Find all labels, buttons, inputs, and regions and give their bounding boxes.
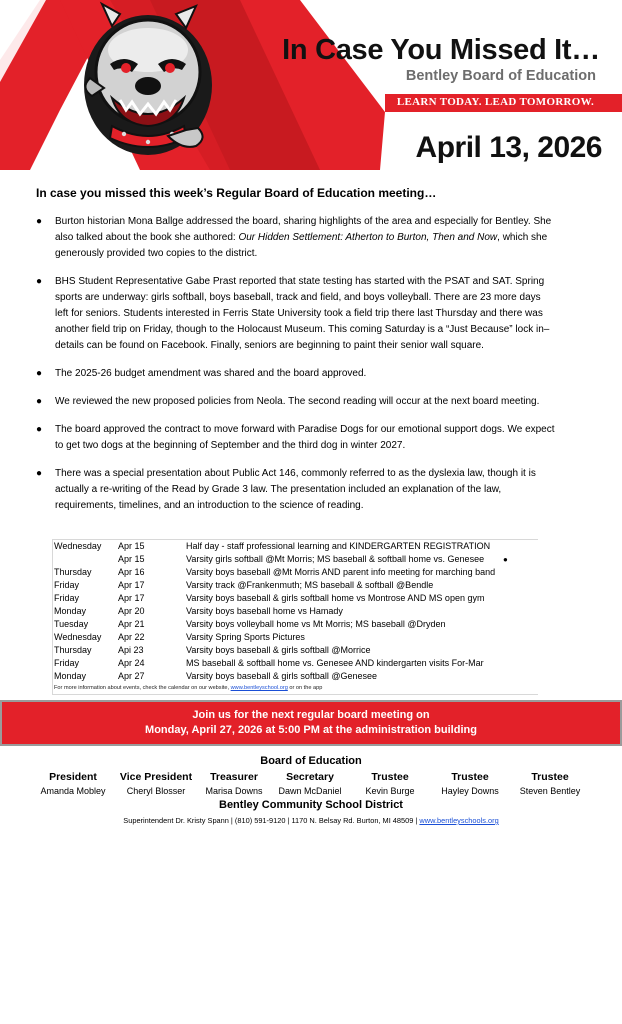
- event-day: Friday: [54, 593, 80, 603]
- event-date: Apr 22: [118, 632, 145, 642]
- event-row: [52, 605, 536, 618]
- event-day: Wednesday: [54, 541, 102, 551]
- event-day: Friday: [54, 580, 80, 590]
- highlight-text: , which she generously provided two copies to the district.: [55, 232, 548, 259]
- event-date: Apr 15: [118, 541, 145, 551]
- bullet-icon: ●: [503, 555, 508, 564]
- board-title: Board of Education: [260, 755, 362, 767]
- events-table: [52, 540, 536, 683]
- event-date: Apr 15: [118, 554, 145, 564]
- event-day: Wednesday: [54, 632, 102, 642]
- highlight-text: There was a special presentation about Public Act 146, commonly referred to as the dyslexia law, though it is actually a re-writing of the Read by Grade 3 law. The presentation included an explanation of the law, requirements, timelines, and an introduction to the science of reading.: [55, 468, 536, 511]
- next-meeting-banner: [0, 700, 622, 746]
- board-member: [265, 770, 355, 798]
- website-link[interactable]: www.bentleyschool.org: [230, 685, 288, 691]
- masthead-title: In Case You Missed It…: [282, 34, 600, 66]
- events-note-text: or on the app: [287, 685, 323, 691]
- event-description: Varsity boys baseball & girls softball home vs Montrose AND MS open gym: [186, 593, 485, 603]
- event-description: MS baseball & softball home vs. Genesee AND kindergarten visits For-Mar: [186, 658, 484, 668]
- event-day: Thursday: [54, 567, 92, 577]
- bullet-icon: ●: [36, 424, 43, 435]
- slogan: LEARN TODAY. LEAD TOMORROW.: [396, 96, 594, 108]
- member-role: President: [49, 771, 97, 783]
- event-date: Api 23: [118, 645, 144, 655]
- event-date: Apr 24: [118, 658, 145, 668]
- events-note: [54, 685, 322, 691]
- contact-text: Superintendent Dr. Kristy Spann | (810) 591-9120 | 1170 N. Belsay Rd. Burton, MI 48509 |: [123, 816, 420, 825]
- member-name: Steven Bentley: [519, 786, 581, 796]
- event-date: Apr 27: [118, 671, 145, 681]
- board-member: [425, 770, 515, 798]
- event-day: Monday: [54, 671, 87, 681]
- event-day: [52, 553, 116, 566]
- event-row: [52, 657, 536, 670]
- event-row: [52, 618, 536, 631]
- highlight-item: [36, 466, 556, 514]
- event-day: Tuesday: [54, 619, 89, 629]
- event-description: Varsity boys volleyball home vs Mt Morris; MS baseball @Dryden: [186, 619, 446, 629]
- contact-line: [0, 816, 622, 825]
- event-date: Apr 21: [118, 619, 145, 629]
- member-role: Trustee: [451, 771, 489, 783]
- highlight-text: Burton historian Mona Ballge addressed the board, sharing highlights of the area and especially for Bentley. She also talked about the book she authored:: [55, 216, 552, 243]
- bullet-icon: ●: [36, 468, 43, 479]
- member-name: Marisa Downs: [205, 786, 263, 796]
- member-role: Trustee: [531, 771, 569, 783]
- member-name: Hayley Downs: [441, 786, 499, 796]
- member-name: Amanda Mobley: [40, 786, 106, 796]
- member-name: Dawn McDaniel: [278, 786, 342, 796]
- event-description: Half day - staff professional learning and KINDERGARTEN REGISTRATION: [186, 541, 491, 551]
- event-date: Apr 16: [118, 567, 145, 577]
- district-website-link[interactable]: www.bentleyschools.org: [419, 816, 499, 825]
- member-role: Vice President: [119, 771, 193, 783]
- member-role: Trustee: [371, 771, 409, 783]
- event-description: Varsity boys baseball home vs Hamady: [186, 606, 343, 616]
- bullet-icon: ●: [36, 396, 43, 407]
- highlight-item: [36, 274, 556, 354]
- event-row: [52, 631, 536, 644]
- issue-date: April 13, 2026: [415, 131, 602, 164]
- highlight-text: The 2025-26 budget amendment was shared and the board approved.: [55, 368, 367, 379]
- event-day: Thursday: [54, 645, 92, 655]
- event-row: [52, 579, 536, 592]
- bullet-icon: ●: [36, 368, 43, 379]
- highlight-item: [36, 366, 556, 382]
- highlight-item: [36, 422, 556, 454]
- highlight-item: [36, 214, 556, 262]
- event-row: [52, 566, 536, 579]
- event-row: [52, 540, 536, 553]
- district-name: Bentley Community School District: [219, 799, 403, 811]
- board-member: [111, 770, 201, 798]
- event-day: Friday: [54, 658, 80, 668]
- highlight-text: The board approved the contract to move forward with Paradise Dogs for our emotional support dogs. We expect to get two dogs at the beginning of September and the third dog in winter 2027.: [55, 424, 555, 451]
- event-description: Varsity boys baseball @Mt Morris AND parent info meeting for marching band: [186, 567, 496, 577]
- masthead: [0, 0, 622, 175]
- highlight-text: We reviewed the new proposed policies from Neola. The second reading will occur at the next board meeting.: [55, 396, 540, 407]
- event-description: Varsity girls softball @Mt Morris; MS baseball & softball home vs. Genesee: [186, 554, 485, 564]
- book-title: Our Hidden Settlement: Atherton to Burton, Then and Now: [238, 232, 498, 243]
- event-date: Apr 17: [118, 593, 145, 603]
- meeting-highlights: [36, 214, 556, 526]
- event-row: [52, 644, 536, 657]
- member-role: Treasurer: [210, 771, 258, 783]
- board-member: [345, 770, 435, 798]
- event-description: Varsity Spring Sports Pictures: [186, 632, 305, 642]
- board-member: [28, 770, 118, 798]
- event-row: [52, 592, 536, 605]
- event-description: Varsity track @Frankenmuth; MS baseball & softball @Bendle: [186, 580, 434, 590]
- bullet-icon: ●: [36, 216, 43, 227]
- intro-heading: In case you missed this week’s Regular Board of Education meeting…: [36, 186, 437, 200]
- event-date: Apr 20: [118, 606, 145, 616]
- highlight-text: BHS Student Representative Gabe Prast reported that state testing has started with the PSAT and SAT. Spring sports are underway: girls softball, boys baseball, track and field, and boys volleyball. There are 23 more days left for seniors. Students interested in Ferris State University took a field trip there last Thursday and there was another field trip on Friday, though to the Holocaust Museum. This coming Saturday is a “Just Because” lock in–details can be found on Facebook. Finally, seniors are beginning to paint their senior wall square.: [55, 276, 550, 351]
- event-date: Apr 17: [118, 580, 145, 590]
- banner-line-2: Monday, April 27, 2026 at 5:00 PM at the administration building: [145, 724, 477, 736]
- banner-line-1: Join us for the next regular board meeting on: [192, 709, 430, 721]
- event-row: [52, 553, 536, 566]
- member-name: Kevin Burge: [365, 786, 415, 796]
- event-day: Monday: [54, 606, 87, 616]
- event-description: Varsity boys baseball & girls softball @Morrice: [186, 645, 371, 655]
- event-description: Varsity boys baseball & girls softball @Genesee: [186, 671, 378, 681]
- board-member: [505, 770, 595, 798]
- member-name: Cheryl Blosser: [126, 786, 186, 796]
- member-role: Secretary: [286, 771, 334, 783]
- events-note-text: For more information about events, check the calendar on our website,: [54, 685, 231, 691]
- bullet-icon: ●: [36, 276, 43, 287]
- masthead-subtitle: Bentley Board of Education: [405, 68, 596, 84]
- event-row: [52, 670, 536, 683]
- highlight-item: [36, 394, 556, 410]
